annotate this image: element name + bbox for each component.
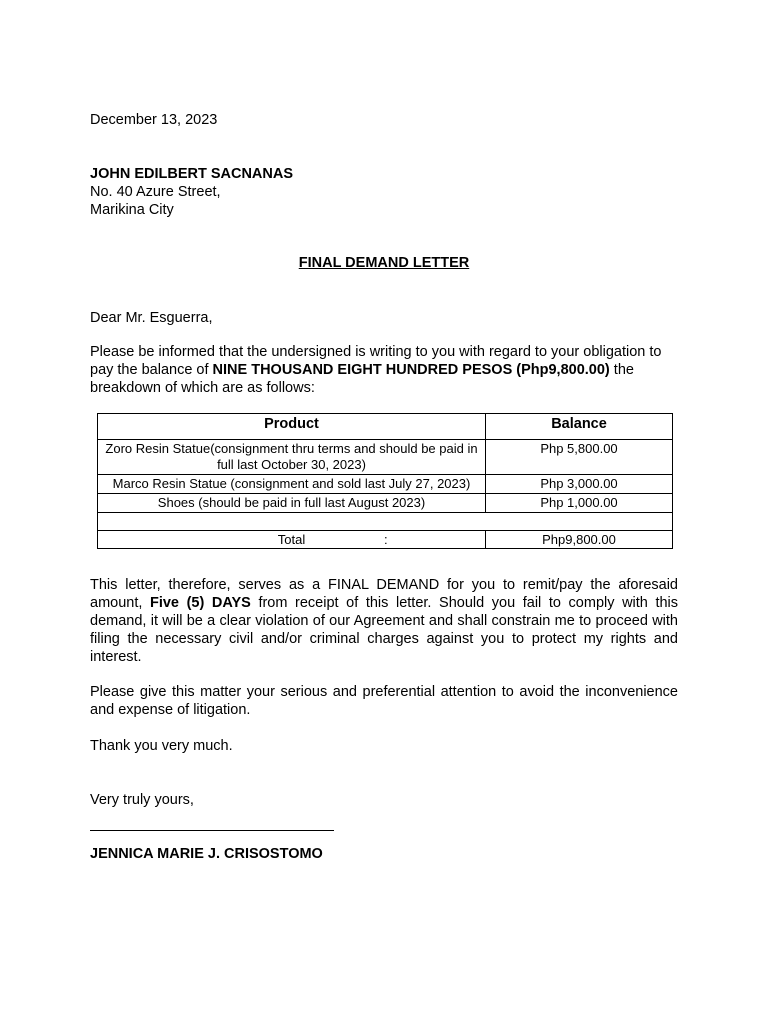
- header-product: Product: [98, 414, 486, 440]
- total-colon: :: [384, 532, 388, 547]
- balance-table: [97, 413, 673, 549]
- row-product: Shoes (should be paid in full last August 2023): [98, 494, 486, 513]
- empty-row: [98, 513, 673, 531]
- row-balance: Php 3,000.00: [486, 475, 673, 494]
- table-row: [98, 440, 673, 475]
- signatory-name: JENNICA MARIE J. CRISOSTOMO: [90, 846, 323, 862]
- table-row: [98, 475, 673, 494]
- demand-paragraph: [90, 576, 678, 666]
- thanks-line: Thank you very much.: [90, 738, 233, 754]
- table-row: [98, 494, 673, 513]
- letter-title: FINAL DEMAND LETTER: [298, 255, 470, 271]
- recipient-address-line2: Marikina City: [90, 202, 174, 218]
- attention-paragraph: Please give this matter your serious and preferential attention to avoid the inconvenience and expense of litigation.: [90, 684, 678, 718]
- intro-paragraph: [90, 343, 678, 397]
- demand-days-bold: Five (5) DAYS: [149, 595, 251, 611]
- demand-text-after: from receipt of this letter. Should you fail to comply with this demand, it will be a clear violation of our Agreement and shall constrain me to proceed with filing the necessary civil and/or criminal charges against you to protect my rights and interest.: [90, 595, 679, 665]
- closing-line: Very truly yours,: [90, 792, 194, 808]
- recipient-block: [90, 165, 678, 219]
- demand-text-before: This letter, therefore, serves as a FINAL DEMAND for you to remit/pay the aforesaid amount,: [90, 577, 678, 611]
- signature-line: [90, 830, 334, 831]
- total-value: Php9,800.00: [486, 531, 673, 549]
- total-label-cell: [98, 531, 486, 549]
- row-product: Zoro Resin Statue(consignment thru terms and should be paid in full last October 30, 2023): [98, 440, 486, 475]
- salutation: Dear Mr. Esguerra,: [90, 310, 213, 326]
- table-header-row: [98, 414, 673, 440]
- recipient-name: JOHN EDILBERT SACNANAS: [90, 166, 294, 182]
- row-product: Marco Resin Statue (consignment and sold last July 27, 2023): [98, 475, 486, 494]
- intro-amount-bold: NINE THOUSAND EIGHT HUNDRED PESOS (Php9,800.00): [212, 362, 610, 378]
- recipient-address-line1: No. 40 Azure Street,: [90, 184, 221, 200]
- header-balance: Balance: [486, 414, 673, 440]
- empty-cell: [98, 513, 673, 531]
- intro-text-before: Please be informed that the undersigned is writing to you with regard to your obligation to pay the balance of: [90, 344, 662, 378]
- row-balance: Php 5,800.00: [486, 440, 673, 475]
- total-row: [98, 531, 673, 549]
- intro-text-after: the breakdown of which are as follows:: [90, 362, 634, 396]
- letter-date: December 13, 2023: [90, 112, 218, 128]
- row-balance: Php 1,000.00: [486, 494, 673, 513]
- total-label: Total: [277, 532, 306, 547]
